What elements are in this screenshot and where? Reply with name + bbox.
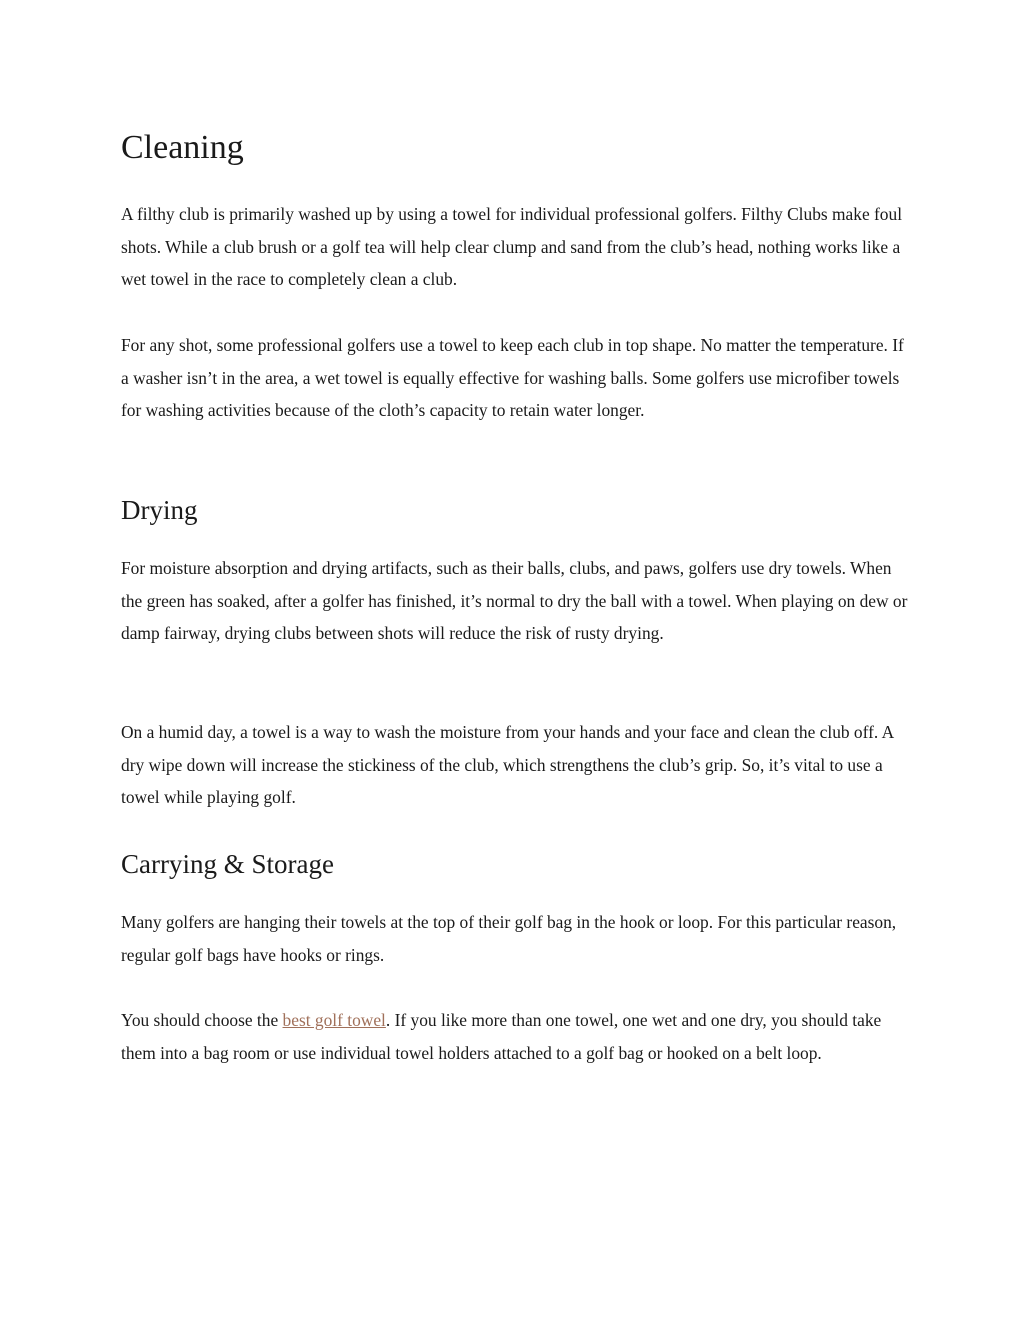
paragraph-cleaning-1: A filthy club is primarily washed up by using a towel for individual professional golfers. Filthy Clubs make foul shots. While a club brush or a golf tea will help clear clump and sand from the club’s head, nothing works like a wet towel in the race to completely clean a club.	[121, 204, 903, 290]
heading-cleaning: Cleaning	[121, 129, 244, 166]
paragraph-drying-2: On a humid day, a towel is a way to wash the moisture from your hands and your face and clean the club off. A dry wipe down will increase the stickiness of the club, which strengthens the club’s grip. So, it’s vital to use a towel while playing golf.	[121, 722, 894, 808]
paragraph-carrying-2-text-after: . If you like more than one towel, one wet and one dry, you should take them into a bag room or use individual towel holders attached to a golf bag or hooked on a belt loop.	[121, 1010, 882, 1063]
heading-drying: Drying	[121, 495, 198, 525]
paragraph-carrying-2-text-before: You should choose the	[121, 1010, 283, 1030]
best-golf-towel-link[interactable]: best golf towel	[282, 1010, 386, 1030]
paragraph-carrying-2	[121, 1004, 911, 1069]
heading-carrying-storage: Carrying & Storage	[121, 849, 334, 879]
paragraph-drying-1: For moisture absorption and drying artifacts, such as their balls, clubs, and paws, golfers use dry towels. When the green has soaked, after a golfer has finished, it’s normal to dry the ball with a towel. When playing on dew or damp fairway, drying clubs between shots will reduce the risk of rusty drying.	[121, 558, 908, 644]
paragraph-carrying-1: Many golfers are hanging their towels at the top of their golf bag in the hook or loop. For this particular reason, regular golf bags have hooks or rings.	[121, 912, 897, 965]
paragraph-cleaning-2: For any shot, some professional golfers use a towel to keep each club in top shape. No matter the temperature. If a washer isn’t in the area, a wet towel is equally effective for washing balls. Some golfers use microfiber towels for washing activities because of the cloth’s capacity to retain water longer.	[121, 335, 904, 421]
